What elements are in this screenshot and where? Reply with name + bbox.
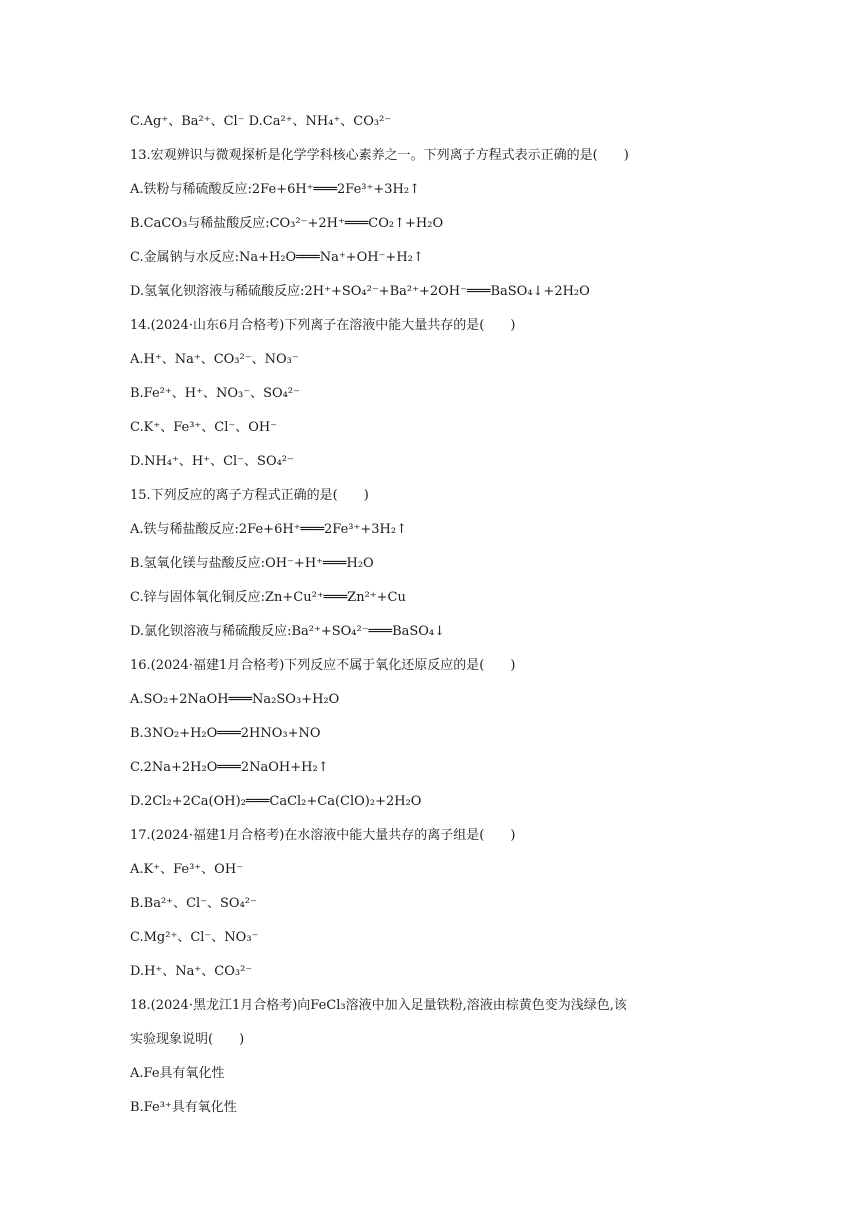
q16-option-d: D.2Cl₂+2Ca(OH)₂═══CaCl₂+Ca(ClO)₂+2H₂O (130, 794, 422, 809)
q15-option-b: B.氢氧化镁与盐酸反应:OH⁻+H⁺═══H₂O (130, 556, 374, 571)
q18-option-a: A.Fe具有氧化性 (130, 1066, 225, 1081)
q13-option-c: C.金属钠与水反应:Na+H₂O═══Na⁺+OH⁻+H₂↑ (130, 250, 424, 265)
q15-option-c: C.锌与固体氧化铜反应:Zn+Cu²⁺═══Zn²⁺+Cu (130, 590, 406, 605)
question-16: 16.(2024·福建1月合格考)下列反应不属于氧化还原反应的是( ) (130, 658, 516, 673)
q14-option-d: D.NH₄⁺、H⁺、Cl⁻、SO₄²⁻ (130, 454, 294, 469)
q17-option-c: C.Mg²⁺、Cl⁻、NO₃⁻ (130, 930, 259, 945)
q15-option-a: A.铁与稀盐酸反应:2Fe+6H⁺═══2Fe³⁺+3H₂↑ (130, 522, 407, 537)
q17-option-d: D.H⁺、Na⁺、CO₃²⁻ (130, 964, 253, 979)
q16-option-a: A.SO₂+2NaOH═══Na₂SO₃+H₂O (130, 692, 340, 707)
q15-option-d: D.氯化钡溶液与稀硫酸反应:Ba²⁺+SO₄²⁻═══BaSO₄↓ (130, 624, 446, 639)
q16-option-b: B.3NO₂+H₂O═══2HNO₃+NO (130, 726, 321, 741)
question-15: 15.下列反应的离子方程式正确的是( ) (130, 488, 369, 503)
q16-option-c: C.2Na+2H₂O═══2NaOH+H₂↑ (130, 760, 329, 775)
q14-option-a: A.H⁺、Na⁺、CO₃²⁻、NO₃⁻ (130, 352, 299, 367)
q14-option-b: B.Fe²⁺、H⁺、NO₃⁻、SO₄²⁻ (130, 386, 300, 401)
question-18-line1: 18.(2024·黑龙江1月合格考)向FeCl₃溶液中加入足量铁粉,溶液由棕黄色变为浅绿色,该 (130, 998, 627, 1013)
options-c-d-q12: C.Ag⁺、Ba²⁺、Cl⁻ D.Ca²⁺、NH₄⁺、CO₃²⁻ (130, 114, 392, 129)
q17-option-b: B.Ba²⁺、Cl⁻、SO₄²⁻ (130, 896, 257, 911)
q14-option-c: C.K⁺、Fe³⁺、Cl⁻、OH⁻ (130, 420, 278, 435)
question-14: 14.(2024·山东6月合格考)下列离子在溶液中能大量共存的是( ) (130, 318, 516, 333)
q13-option-d: D.氢氧化钡溶液与稀硫酸反应:2H⁺+SO₄²⁻+Ba²⁺+2OH⁻═══BaSO₄↓+2H₂O (130, 284, 590, 299)
q17-option-a: A.K⁺、Fe³⁺、OH⁻ (130, 862, 244, 877)
q13-option-b: B.CaCO₃与稀盐酸反应:CO₃²⁻+2H⁺═══CO₂↑+H₂O (130, 216, 444, 231)
question-13: 13.宏观辨识与微观探析是化学学科核心素养之一。下列离子方程式表示正确的是( ) (130, 148, 629, 163)
q13-option-a: A.铁粉与稀硫酸反应:2Fe+6H⁺═══2Fe³⁺+3H₂↑ (130, 182, 420, 197)
q18-option-b: B.Fe³⁺具有氧化性 (130, 1100, 237, 1115)
question-17: 17.(2024·福建1月合格考)在水溶液中能大量共存的离子组是( ) (130, 828, 516, 843)
question-18-line2: 实验现象说明( ) (130, 1032, 245, 1047)
